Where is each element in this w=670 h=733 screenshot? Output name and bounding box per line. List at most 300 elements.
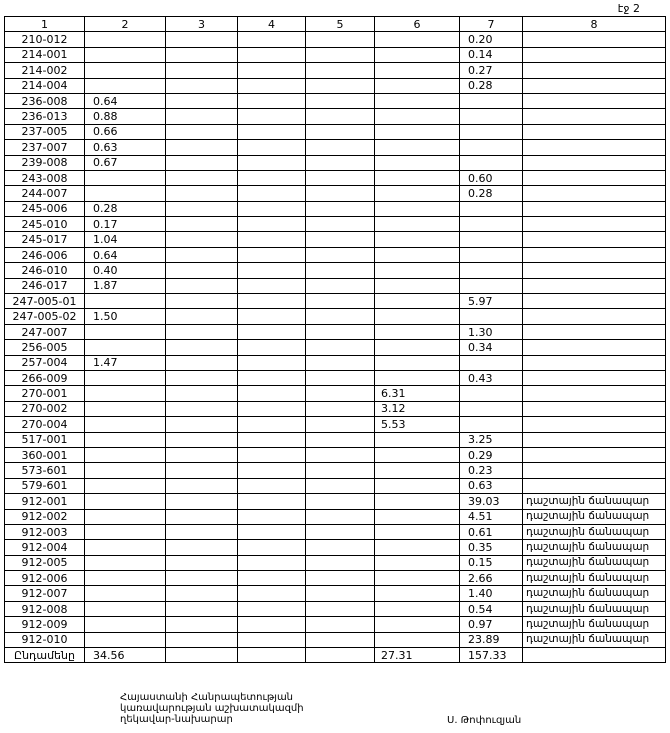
table-cell-col4 — [238, 355, 306, 370]
table-cell-col5 — [306, 555, 375, 570]
table-cell-col5 — [306, 309, 375, 324]
table-cell-col3 — [166, 355, 238, 370]
table-cell-col8 — [523, 263, 666, 278]
table-cell-col2 — [85, 401, 166, 416]
table-cell-col8 — [523, 47, 666, 62]
table-cell-col8 — [523, 355, 666, 370]
table-row — [5, 78, 666, 93]
table-cell-col5 — [306, 247, 375, 262]
table-cell-col4 — [238, 324, 306, 339]
table-cell-col4 — [238, 186, 306, 201]
table-cell-col6 — [375, 63, 460, 78]
table-cell-col6 — [375, 78, 460, 93]
table-cell-col4 — [238, 524, 306, 539]
table-cell-col6 — [375, 494, 460, 509]
table-row — [5, 432, 666, 447]
table-cell-col2 — [85, 509, 166, 524]
table-cell-col7: 0.15 — [460, 555, 523, 570]
table-cell-col7: 0.60 — [460, 170, 523, 185]
table-cell-col1: 245-006 — [5, 201, 85, 216]
table-cell-col5 — [306, 478, 375, 493]
table-cell-col2 — [85, 432, 166, 447]
table-cell-col5 — [306, 78, 375, 93]
table-cell-col3 — [166, 632, 238, 647]
table-cell-col4 — [238, 586, 306, 601]
table-cell-col1: 214-004 — [5, 78, 85, 93]
table-row — [5, 263, 666, 278]
table-cell-col5 — [306, 63, 375, 78]
table-cell-col8 — [523, 232, 666, 247]
table-cell-col7: 0.54 — [460, 601, 523, 616]
table-row — [5, 109, 666, 124]
table-cell-col2 — [85, 617, 166, 632]
table-row — [5, 309, 666, 324]
table-cell-col8 — [523, 201, 666, 216]
table-cell-col2: 0.28 — [85, 201, 166, 216]
table-cell-col2 — [85, 632, 166, 647]
table-cell-col4 — [238, 140, 306, 155]
total-cell-col5 — [306, 648, 375, 663]
table-cell-col2 — [85, 417, 166, 432]
table-cell-col3 — [166, 509, 238, 524]
table-cell-col3 — [166, 278, 238, 293]
table-row — [5, 32, 666, 47]
table-cell-col6 — [375, 601, 460, 616]
table-cell-col5 — [306, 170, 375, 185]
table-cell-col3 — [166, 386, 238, 401]
table-cell-col5 — [306, 155, 375, 170]
table-cell-col8 — [523, 78, 666, 93]
table-cell-col8 — [523, 432, 666, 447]
table-cell-col3 — [166, 478, 238, 493]
table-cell-col7: 2.66 — [460, 571, 523, 586]
table-cell-col6 — [375, 571, 460, 586]
table-cell-col8 — [523, 370, 666, 385]
table-cell-col1: 244-007 — [5, 186, 85, 201]
table-cell-col6 — [375, 109, 460, 124]
table-cell-col3 — [166, 78, 238, 93]
table-cell-col2 — [85, 324, 166, 339]
table-cell-col6 — [375, 540, 460, 555]
table-cell-col6 — [375, 201, 460, 216]
table-row — [5, 278, 666, 293]
table-cell-col2: 0.40 — [85, 263, 166, 278]
table-cell-col6 — [375, 32, 460, 47]
table-cell-col2: 0.66 — [85, 124, 166, 139]
table-cell-col1: 912-004 — [5, 540, 85, 555]
table-cell-col8 — [523, 170, 666, 185]
table-cell-col6 — [375, 263, 460, 278]
table-row — [5, 417, 666, 432]
table-row — [5, 63, 666, 78]
table-cell-col8 — [523, 386, 666, 401]
table-cell-col3 — [166, 109, 238, 124]
table-cell-col2 — [85, 32, 166, 47]
table-row — [5, 47, 666, 62]
table-cell-col5 — [306, 524, 375, 539]
table-cell-col2: 1.04 — [85, 232, 166, 247]
table-cell-col7 — [460, 232, 523, 247]
table-cell-col4 — [238, 294, 306, 309]
table-cell-col6 — [375, 447, 460, 462]
table-cell-col8 — [523, 109, 666, 124]
table-cell-col3 — [166, 463, 238, 478]
table-row — [5, 355, 666, 370]
table-cell-col4 — [238, 124, 306, 139]
table-cell-col2 — [85, 463, 166, 478]
table-cell-col6 — [375, 124, 460, 139]
table-cell-col5 — [306, 463, 375, 478]
table-cell-col3 — [166, 340, 238, 355]
table-cell-col7: 0.29 — [460, 447, 523, 462]
table-row — [5, 509, 666, 524]
table-cell-col6 — [375, 217, 460, 232]
table-cell-col5 — [306, 263, 375, 278]
table-row — [5, 186, 666, 201]
table-cell-col5 — [306, 47, 375, 62]
table-cell-col1: 214-001 — [5, 47, 85, 62]
table-cell-col3 — [166, 617, 238, 632]
table-cell-col7 — [460, 309, 523, 324]
table-cell-col4 — [238, 386, 306, 401]
table-cell-col1: 573-601 — [5, 463, 85, 478]
table-cell-col8: դաշտային ճանապար — [523, 601, 666, 616]
table-cell-col8: դաշտային ճանապար — [523, 617, 666, 632]
table-row — [5, 478, 666, 493]
table-cell-col4 — [238, 340, 306, 355]
table-row — [5, 447, 666, 462]
column-header-3: 3 — [166, 17, 238, 32]
table-cell-col3 — [166, 47, 238, 62]
table-cell-col5 — [306, 386, 375, 401]
table-cell-col5 — [306, 324, 375, 339]
table-row — [5, 401, 666, 416]
table-cell-col1: 245-017 — [5, 232, 85, 247]
table-cell-col2: 0.63 — [85, 140, 166, 155]
table-row — [5, 232, 666, 247]
table-cell-col6 — [375, 170, 460, 185]
table-cell-col3 — [166, 432, 238, 447]
table-cell-col8: դաշտային ճանապար — [523, 509, 666, 524]
table-cell-col2 — [85, 170, 166, 185]
table-cell-col1: 210-012 — [5, 32, 85, 47]
table-cell-col5 — [306, 571, 375, 586]
table-cell-col6 — [375, 340, 460, 355]
table-cell-col2 — [85, 78, 166, 93]
column-header-8: 8 — [523, 17, 666, 32]
table-cell-col1: 579-601 — [5, 478, 85, 493]
table-cell-col7: 0.14 — [460, 47, 523, 62]
table-cell-col1: 912-006 — [5, 571, 85, 586]
table-cell-col4 — [238, 201, 306, 216]
table-cell-col8: դաշտային ճանապար — [523, 540, 666, 555]
table-row — [5, 617, 666, 632]
table-cell-col3 — [166, 63, 238, 78]
table-cell-col3 — [166, 370, 238, 385]
table-cell-col2: 0.67 — [85, 155, 166, 170]
table-cell-col1: 912-002 — [5, 509, 85, 524]
table-cell-col6 — [375, 247, 460, 262]
table-cell-col1: 912-001 — [5, 494, 85, 509]
table-cell-col1: 912-003 — [5, 524, 85, 539]
table-cell-col4 — [238, 63, 306, 78]
table-cell-col1: 246-010 — [5, 263, 85, 278]
table-cell-col4 — [238, 555, 306, 570]
table-cell-col3 — [166, 417, 238, 432]
table-cell-col4 — [238, 447, 306, 462]
table-cell-col7: 0.20 — [460, 32, 523, 47]
table-cell-col6: 5.53 — [375, 417, 460, 432]
table-cell-col6 — [375, 278, 460, 293]
table-cell-col1: 256-005 — [5, 340, 85, 355]
table-row — [5, 494, 666, 509]
table-cell-col2 — [85, 370, 166, 385]
table-cell-col1: 239-008 — [5, 155, 85, 170]
table-cell-col1: 912-010 — [5, 632, 85, 647]
table-cell-col6 — [375, 294, 460, 309]
footer-signatory: Ս. Թոփուզյան — [447, 715, 522, 726]
table-row — [5, 540, 666, 555]
table-cell-col5 — [306, 401, 375, 416]
table-cell-col3 — [166, 140, 238, 155]
table-cell-col2 — [85, 478, 166, 493]
table-cell-col3 — [166, 186, 238, 201]
table-cell-col4 — [238, 155, 306, 170]
table-cell-col6 — [375, 617, 460, 632]
table-cell-col8: դաշտային ճանապար — [523, 632, 666, 647]
table-body — [5, 32, 666, 663]
table-cell-col5 — [306, 278, 375, 293]
table-cell-col7: 0.61 — [460, 524, 523, 539]
table-cell-col5 — [306, 509, 375, 524]
table-cell-col2 — [85, 47, 166, 62]
table-cell-col2 — [85, 447, 166, 462]
table-row — [5, 294, 666, 309]
table-cell-col5 — [306, 355, 375, 370]
table-row — [5, 217, 666, 232]
table-cell-col4 — [238, 109, 306, 124]
table-cell-col7 — [460, 247, 523, 262]
table-cell-col4 — [238, 478, 306, 493]
table-cell-col1: 247-005-01 — [5, 294, 85, 309]
table-cell-col8 — [523, 309, 666, 324]
table-cell-col8 — [523, 217, 666, 232]
table-cell-col2: 0.64 — [85, 93, 166, 108]
table-cell-col8 — [523, 324, 666, 339]
table-cell-col4 — [238, 278, 306, 293]
table-cell-col5 — [306, 232, 375, 247]
table-cell-col4 — [238, 217, 306, 232]
table-row — [5, 124, 666, 139]
table-cell-col6 — [375, 155, 460, 170]
table-cell-col6 — [375, 463, 460, 478]
table-row — [5, 555, 666, 570]
table-cell-col4 — [238, 509, 306, 524]
table-row — [5, 571, 666, 586]
table-cell-col1: 243-008 — [5, 170, 85, 185]
table-row — [5, 586, 666, 601]
table-cell-col4 — [238, 247, 306, 262]
table-cell-col5 — [306, 93, 375, 108]
table-cell-col7 — [460, 386, 523, 401]
table-cell-col3 — [166, 155, 238, 170]
table-cell-col5 — [306, 186, 375, 201]
table-cell-col7 — [460, 217, 523, 232]
total-cell-col6: 27.31 — [375, 648, 460, 663]
footer-title — [120, 692, 304, 725]
table-cell-col1: 236-008 — [5, 93, 85, 108]
table-cell-col6 — [375, 586, 460, 601]
table-cell-col8: դաշտային ճանապար — [523, 586, 666, 601]
table-cell-col1: 912-008 — [5, 601, 85, 616]
table-cell-col2: 0.88 — [85, 109, 166, 124]
table-cell-col4 — [238, 417, 306, 432]
table-row — [5, 524, 666, 539]
table-cell-col2 — [85, 571, 166, 586]
table-cell-col4 — [238, 401, 306, 416]
table-cell-col3 — [166, 571, 238, 586]
table-row — [5, 170, 666, 185]
table-cell-col1: 247-007 — [5, 324, 85, 339]
table-cell-col7: 1.40 — [460, 586, 523, 601]
table-cell-col5 — [306, 201, 375, 216]
table-cell-col1: 236-013 — [5, 109, 85, 124]
table-cell-col7: 39.03 — [460, 494, 523, 509]
table-cell-col8 — [523, 186, 666, 201]
table-row — [5, 324, 666, 339]
table-cell-col6 — [375, 432, 460, 447]
table-cell-col8 — [523, 478, 666, 493]
table-cell-col5 — [306, 340, 375, 355]
table-cell-col1: 237-005 — [5, 124, 85, 139]
table-cell-col3 — [166, 32, 238, 47]
total-cell-col4 — [238, 648, 306, 663]
table-cell-col1: 237-007 — [5, 140, 85, 155]
table-cell-col7 — [460, 263, 523, 278]
table-cell-col1: 912-009 — [5, 617, 85, 632]
table-cell-col6 — [375, 355, 460, 370]
table-cell-col4 — [238, 170, 306, 185]
table-cell-col5 — [306, 586, 375, 601]
table-cell-col5 — [306, 617, 375, 632]
table-cell-col2 — [85, 540, 166, 555]
table-cell-col8 — [523, 63, 666, 78]
table-cell-col8 — [523, 124, 666, 139]
table-cell-col3 — [166, 586, 238, 601]
table-cell-col7: 0.97 — [460, 617, 523, 632]
total-cell-col3 — [166, 648, 238, 663]
total-cell-col1: Ընդամենը — [5, 648, 85, 663]
column-header-6: 6 — [375, 17, 460, 32]
table-cell-col1: 270-001 — [5, 386, 85, 401]
table-cell-col7: 0.35 — [460, 540, 523, 555]
table-cell-col4 — [238, 232, 306, 247]
table-cell-col2 — [85, 63, 166, 78]
table-cell-col2 — [85, 601, 166, 616]
table-cell-col1: 270-004 — [5, 417, 85, 432]
table-cell-col5 — [306, 540, 375, 555]
table-cell-col8 — [523, 32, 666, 47]
table-cell-col1: 247-005-02 — [5, 309, 85, 324]
table-cell-col2 — [85, 186, 166, 201]
table-cell-col5 — [306, 370, 375, 385]
table-cell-col2 — [85, 555, 166, 570]
table-row — [5, 370, 666, 385]
table-cell-col8 — [523, 140, 666, 155]
table-row — [5, 93, 666, 108]
table-cell-col5 — [306, 601, 375, 616]
table-cell-col3 — [166, 170, 238, 185]
table-cell-col4 — [238, 47, 306, 62]
table-cell-col1: 270-002 — [5, 401, 85, 416]
table-cell-col7 — [460, 201, 523, 216]
table-cell-col6 — [375, 524, 460, 539]
table-row — [5, 340, 666, 355]
table-cell-col2 — [85, 586, 166, 601]
table-cell-col3 — [166, 294, 238, 309]
table-cell-col4 — [238, 309, 306, 324]
table-cell-col1: 266-009 — [5, 370, 85, 385]
table-cell-col3 — [166, 309, 238, 324]
table-cell-col4 — [238, 93, 306, 108]
table-row — [5, 155, 666, 170]
header-row — [5, 17, 666, 32]
table-cell-col1: 214-002 — [5, 63, 85, 78]
table-cell-col3 — [166, 201, 238, 216]
table-cell-col6 — [375, 632, 460, 647]
footer-line-1: Հայաստանի Հանրապետության — [120, 692, 294, 703]
table-cell-col6: 6.31 — [375, 386, 460, 401]
table-cell-col5 — [306, 447, 375, 462]
table-cell-col2 — [85, 386, 166, 401]
table-cell-col4 — [238, 494, 306, 509]
table-cell-col2: 1.50 — [85, 309, 166, 324]
table-cell-col5 — [306, 32, 375, 47]
table-cell-col5 — [306, 109, 375, 124]
table-cell-col5 — [306, 140, 375, 155]
table-cell-col1: 912-005 — [5, 555, 85, 570]
table-cell-col2: 1.87 — [85, 278, 166, 293]
footer-line-2: կառավարության աշխատակազմի — [120, 703, 304, 714]
table-cell-col4 — [238, 370, 306, 385]
total-row — [5, 648, 666, 663]
table-cell-col8 — [523, 447, 666, 462]
table-cell-col3 — [166, 93, 238, 108]
column-header-5: 5 — [306, 17, 375, 32]
table-row — [5, 601, 666, 616]
table-cell-col4 — [238, 632, 306, 647]
total-cell-col8 — [523, 648, 666, 663]
table-cell-col7: 3.25 — [460, 432, 523, 447]
table-cell-col3 — [166, 124, 238, 139]
table-cell-col7 — [460, 93, 523, 108]
footer-line-3: ղեկավար-նախարար — [120, 714, 233, 725]
table-cell-col3 — [166, 601, 238, 616]
table-cell-col5 — [306, 217, 375, 232]
table-cell-col3 — [166, 447, 238, 462]
table-cell-col1: 912-007 — [5, 586, 85, 601]
page-number-label: էջ 2 — [617, 2, 640, 15]
table-cell-col6 — [375, 324, 460, 339]
table-cell-col8: դաշտային ճանապար — [523, 571, 666, 586]
table-cell-col7 — [460, 155, 523, 170]
table-cell-col4 — [238, 617, 306, 632]
table-cell-col6 — [375, 140, 460, 155]
table-cell-col2 — [85, 494, 166, 509]
table-cell-col1: 257-004 — [5, 355, 85, 370]
table-row — [5, 386, 666, 401]
table-row — [5, 140, 666, 155]
